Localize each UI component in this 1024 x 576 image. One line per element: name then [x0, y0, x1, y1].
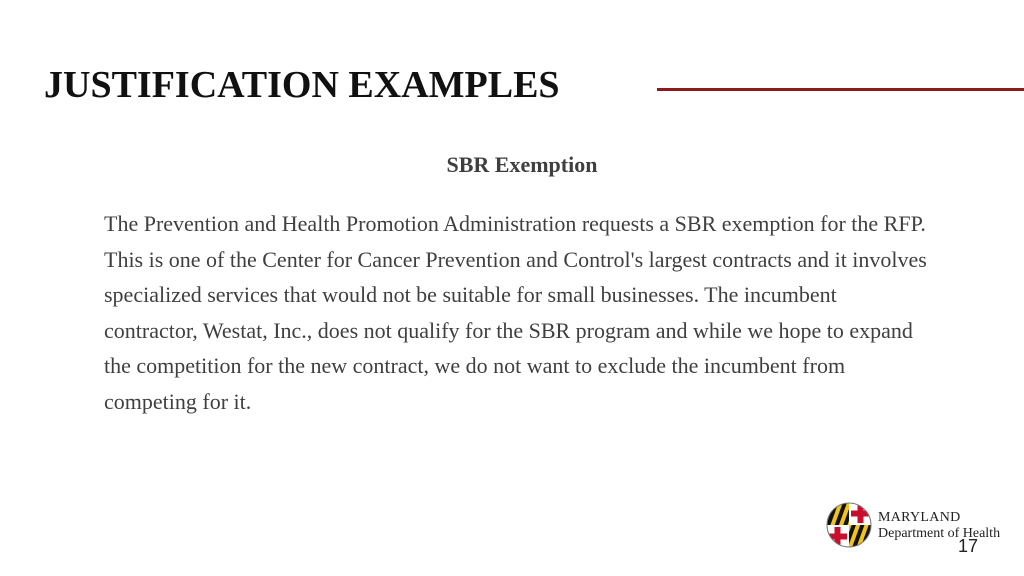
body-paragraph: The Prevention and Health Promotion Administration requests a SBR exemption for the RFP. This is one of the Center for Cancer Prevention and Control's largest contracts and it involves specialized services that would not be suitable for small businesses. The incumbent contractor, Westat, Inc., does not qualify for the SBR program and while we hope to expand the competition for the new contract, we do not want to exclude the incumbent from competing for it. — [104, 211, 927, 414]
maryland-flag-seal-icon — [826, 502, 872, 548]
section-heading: SBR Exemption — [446, 152, 598, 177]
maryland-health-logo — [826, 500, 1016, 550]
logo-department-text: Department of Health — [878, 526, 1001, 541]
slide-title: JUSTIFICATION EXAMPLES — [44, 64, 560, 106]
logo-maryland-text: MARYLAND — [878, 510, 961, 525]
title-rule — [657, 88, 1024, 91]
page-number: 17 — [958, 536, 979, 556]
